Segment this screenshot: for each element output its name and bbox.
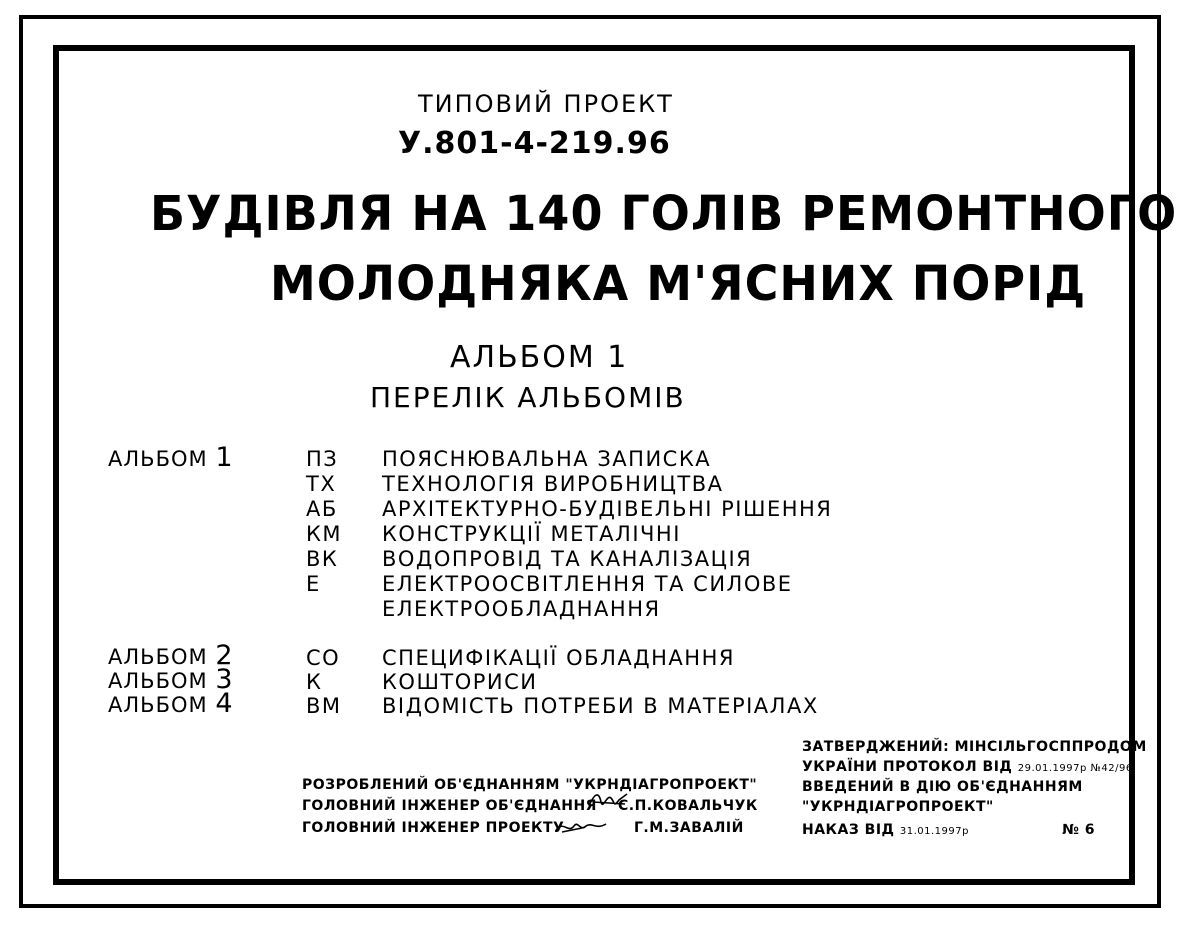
section-code: СО [306, 646, 341, 670]
section-title: КОНСТРУКЦІЇ МЕТАЛІЧНІ [382, 522, 681, 546]
album-1-label [108, 442, 234, 473]
album-label-text: АЛЬБОМ [108, 447, 208, 471]
album-label-text: АЛЬБОМ [108, 693, 208, 717]
order-text: НАКАЗ ВІД [802, 822, 895, 838]
title-line-1: БУДІВЛЯ НА 140 ГОЛІВ РЕМОНТНОГО [150, 185, 1178, 242]
project-number: У.801-4-219.96 [398, 126, 671, 161]
section-code: ТХ [306, 472, 337, 496]
introduced-line: ВВЕДЕНИЙ В ДІЮ ОБ'ЄДНАННЯМ [802, 779, 1083, 795]
chief-engineer-role: ГОЛОВНИЙ ІНЖЕНЕР ОБ'ЄДНАННЯ [302, 798, 597, 814]
signature-zavaliy-icon [552, 814, 610, 838]
approval-protocol-text: УКРАЇНИ ПРОТОКОЛ ВІД [802, 759, 1013, 775]
album-number: 4 [215, 688, 234, 719]
section-title: ВІДОМІСТЬ ПОТРЕБИ В МАТЕРІАЛАХ [382, 694, 819, 718]
section-code: ВМ [306, 694, 342, 718]
album-heading: АЛЬБОМ 1 [450, 340, 629, 375]
chief-engineer-name: С.П.КОВАЛЬЧУК [618, 798, 758, 814]
approval-protocol-date: 29.01.1997р №42/96 [1017, 763, 1133, 774]
section-code: Е [306, 572, 321, 596]
order-date: 31.01.1997р [899, 826, 969, 837]
section-title: АРХІТЕКТУРНО-БУДІВЕЛЬНІ РІШЕННЯ [382, 497, 833, 521]
section-title: ЕЛЕКТРООБЛАДНАННЯ [382, 597, 661, 621]
section-title: КОШТОРИСИ [382, 670, 538, 694]
section-title: СПЕЦИФІКАЦІЇ ОБЛАДНАННЯ [382, 646, 735, 670]
project-engineer-name: Г.М.ЗАВАЛІЙ [634, 820, 744, 836]
section-code: ПЗ [306, 447, 339, 471]
approval-protocol [802, 759, 1133, 775]
section-code: КМ [306, 522, 343, 546]
title-line-2: МОЛОДНЯКА М'ЯСНИХ ПОРІД [270, 255, 1087, 312]
order-number: № 6 [1062, 822, 1095, 838]
project-type: ТИПОВИЙ ПРОЕКТ [418, 90, 674, 118]
section-title: ВОДОПРОВІД ТА КАНАЛІЗАЦІЯ [382, 547, 753, 571]
section-code: АБ [306, 497, 338, 521]
approval-line: ЗАТВЕРДЖЕНИЙ: МІНСІЛЬГОСППРОДОМ [802, 739, 1147, 755]
album-number: 2 [215, 640, 234, 671]
developer-line: РОЗРОБЛЕНИЙ ОБ'ЄДНАННЯМ "УКРНДІАГРОПРОЕКТ" [302, 777, 758, 793]
album-number: 3 [215, 664, 234, 695]
section-title: ТЕХНОЛОГІЯ ВИРОБНИЦТВА [382, 472, 724, 496]
album-4-label [108, 688, 234, 719]
album-label-text: АЛЬБОМ [108, 669, 208, 693]
introduced-org: "УКРНДІАГРОПРОЕКТ" [802, 799, 994, 815]
section-code: К [306, 670, 323, 694]
project-engineer-role: ГОЛОВНИЙ ІНЖЕНЕР ПРОЕКТУ [302, 820, 565, 836]
order-line [802, 822, 969, 838]
section-code: ВК [306, 547, 339, 571]
section-title: ЕЛЕКТРООСВІТЛЕННЯ ТА СИЛОВЕ [382, 572, 793, 596]
album-list-title: ПЕРЕЛІК АЛЬБОМІВ [370, 381, 686, 414]
album-label-text: АЛЬБОМ [108, 645, 208, 669]
section-title: ПОЯСНЮВАЛЬНА ЗАПИСКА [382, 447, 712, 471]
album-number: 1 [215, 442, 234, 473]
